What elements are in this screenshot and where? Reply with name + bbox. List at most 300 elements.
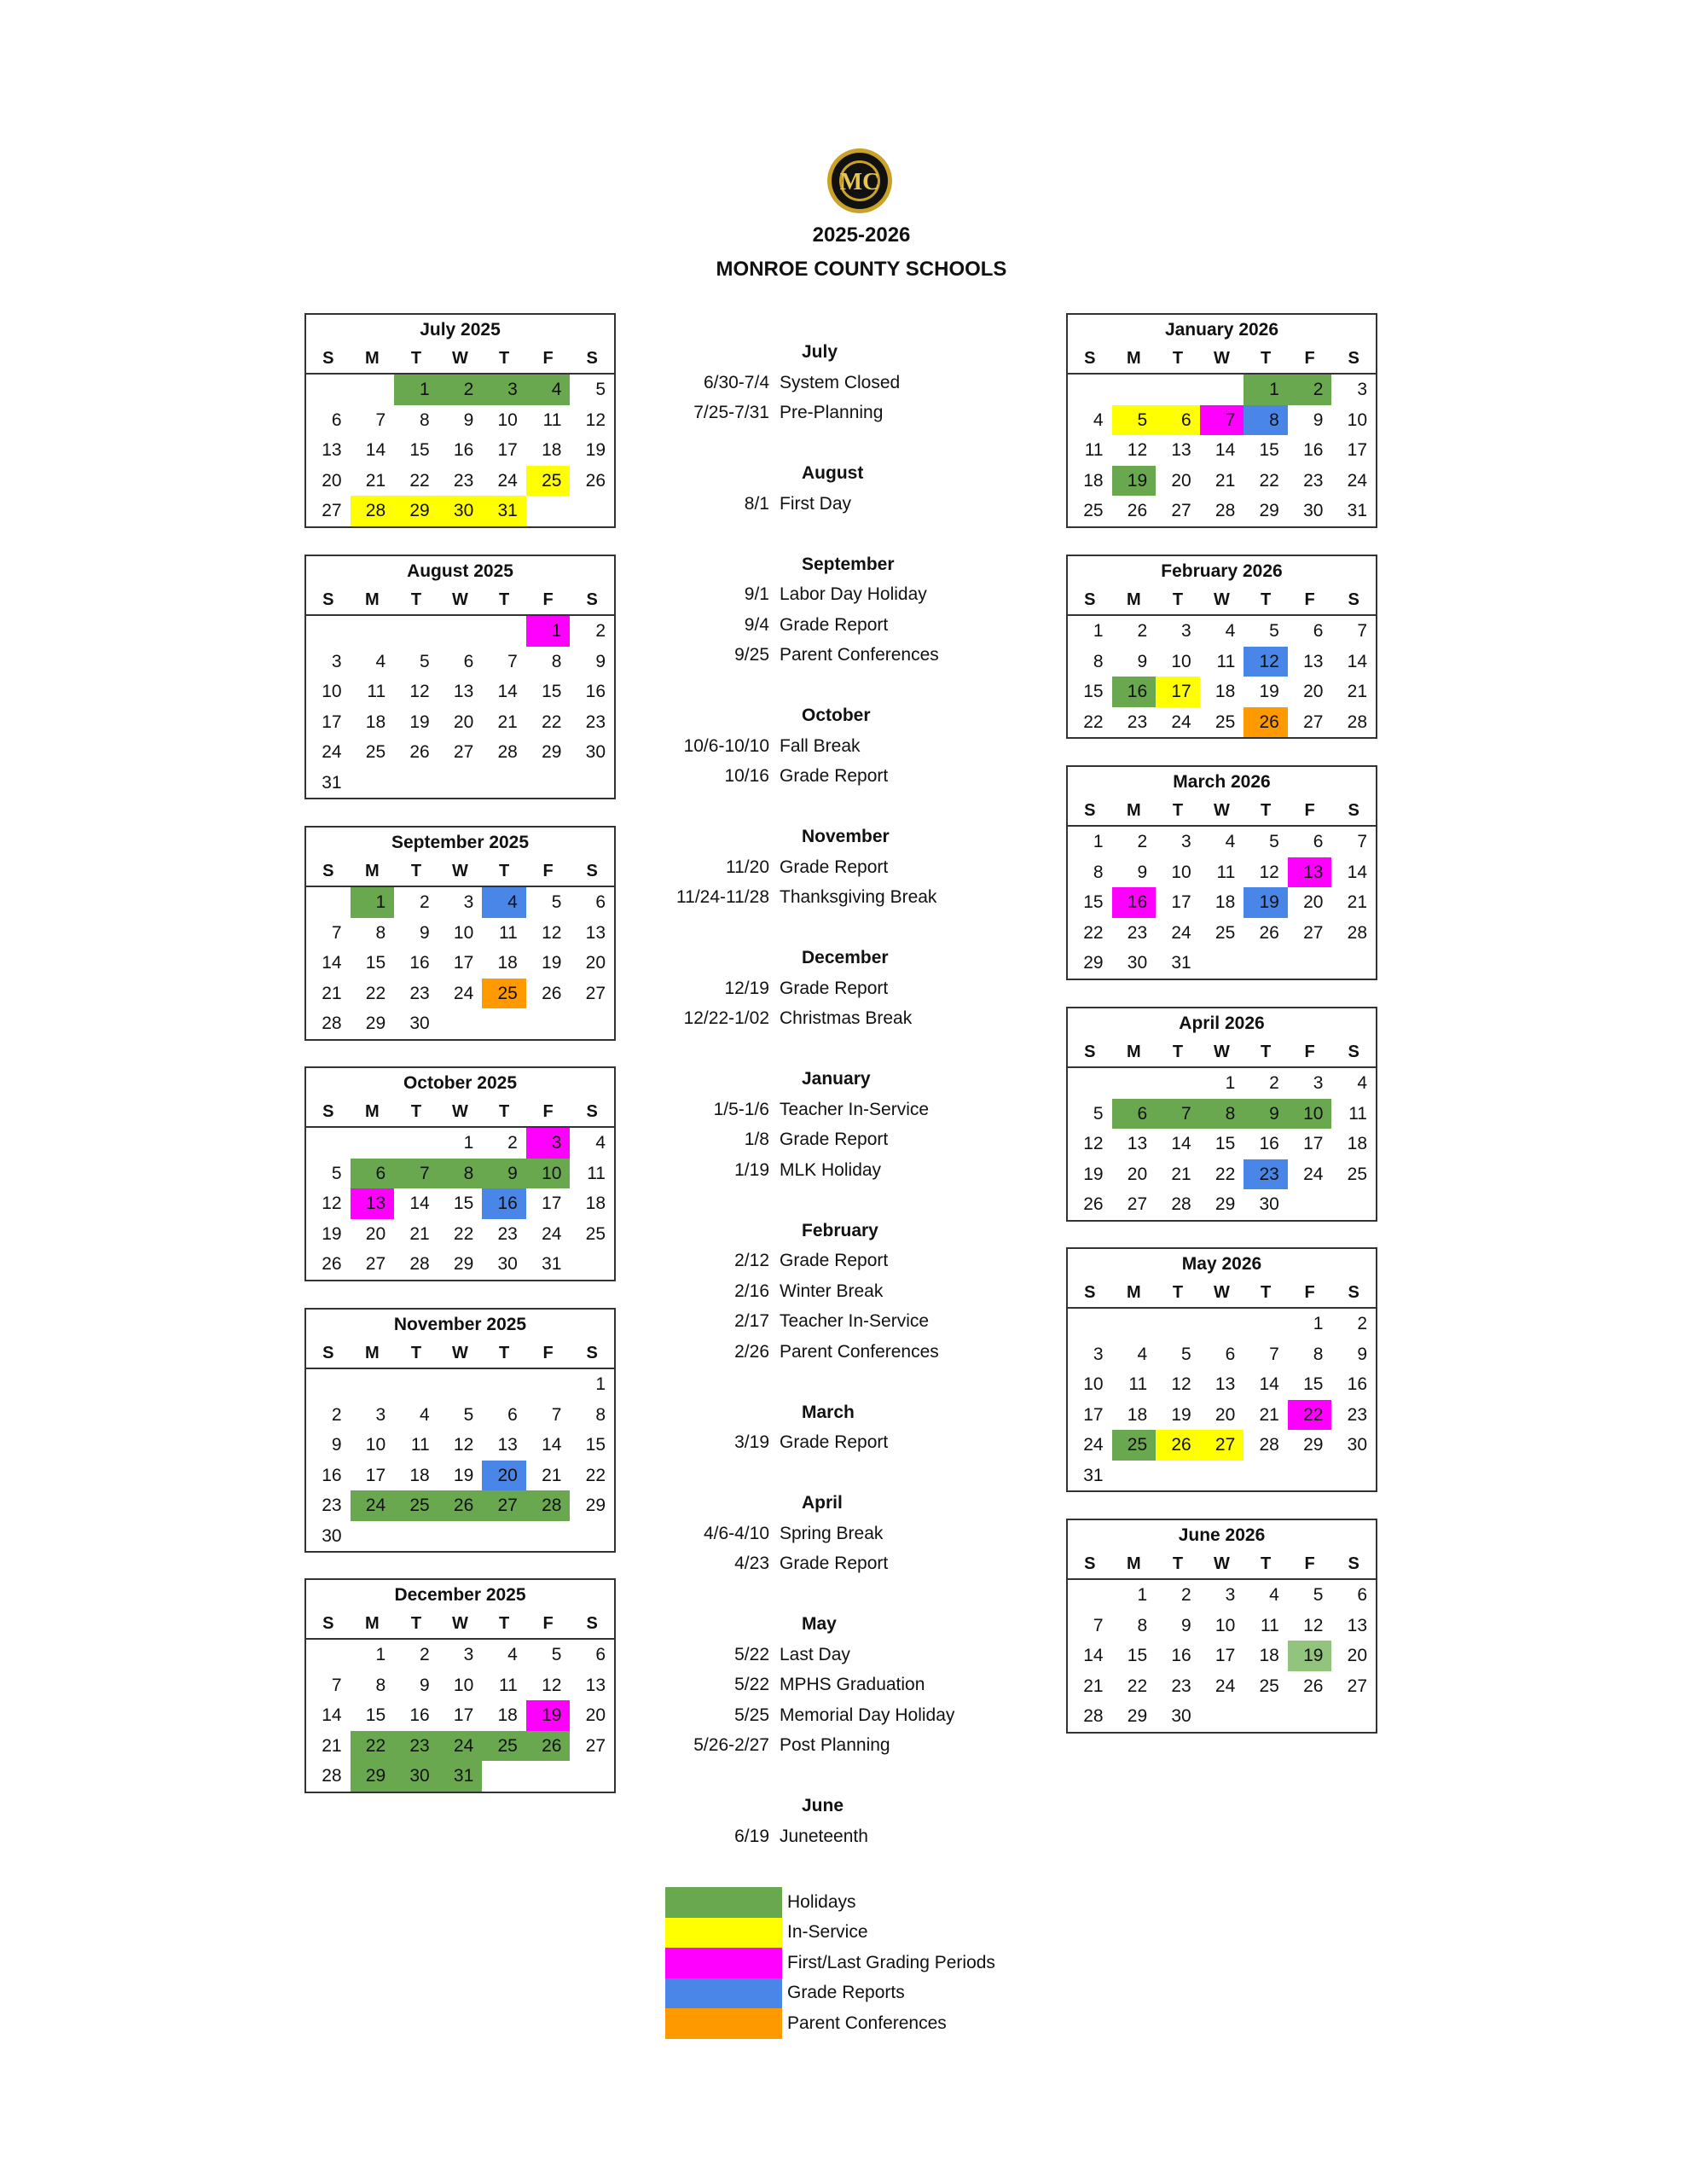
event-row [597,1548,1126,1579]
day-cell: 12 [1303,1615,1324,1635]
empty-cell [482,1369,526,1400]
day-cell: 1 [1093,621,1104,641]
weekday-label: F [526,1097,571,1128]
day-cell: 10 [526,1159,571,1189]
day-cell: 8 [1200,1099,1244,1130]
day-cell: 16 [322,1465,342,1485]
day-cell: 22 [1083,922,1104,943]
legend-item [665,2008,995,2039]
day-cell: 13 [1171,440,1191,460]
day-cell: 11 [499,922,518,943]
day-cell: 27 [453,742,474,762]
day-cell: 19 [526,1700,571,1731]
day-cell: 11 [542,410,562,430]
day-cell: 28 [1215,501,1236,520]
event-date: 10/16 [724,766,769,786]
day-cell: 18 [1259,1646,1279,1665]
empty-cell [1200,1309,1244,1339]
day-cell: 17 [1215,1646,1236,1665]
day-cell: 3 [1181,832,1191,851]
event-date: 7/25-7/31 [693,403,769,422]
month-title: September 2025 [391,833,530,852]
day-cell: 21 [1083,1676,1104,1696]
day-cell: 2 [1137,621,1148,641]
day-cell: 10 [365,1435,386,1455]
day-cell: 8 [595,1404,606,1425]
weekday-label: F [526,344,571,375]
day-cell: 18 [1347,1134,1367,1153]
day-cell: 23 [1303,470,1324,491]
event-date: 11/24-11/28 [676,887,769,907]
weekday-label: S [570,1609,614,1640]
color-legend [665,1887,995,2039]
weekday-label: S [1331,796,1376,827]
day-cell: 23 [1244,1159,1288,1190]
day-cell: 6 [1225,1344,1236,1364]
day-cell: 24 [1171,712,1191,732]
day-cell: 16 [1112,677,1157,707]
event-row [597,1276,1126,1307]
weekday-label: S [570,1097,614,1128]
day-cell: 30 [438,496,483,526]
day-cell: 18 [1215,892,1236,912]
day-cell: 22 [542,712,562,732]
empty-cell [570,1521,614,1552]
day-cell: 4 [507,1645,518,1664]
day-cell: 20 [482,1461,526,1491]
empty-cell [351,616,395,647]
day-cell: 24 [438,1731,483,1762]
day-cell: 2 [438,375,483,405]
day-cell: 17 [497,440,518,460]
weekday-label: W [1200,1549,1244,1580]
weekday-label: W [438,1097,483,1128]
day-cell: 23 [322,1496,342,1515]
empty-cell [351,1369,395,1400]
day-cell: 3 [1313,1073,1324,1093]
empty-cell [438,1521,483,1552]
empty-cell [526,496,571,526]
event-month-group [597,1216,1126,1368]
event-name: Grade Report [780,1130,889,1149]
day-cell: 8 [420,410,430,430]
month-title: January 2026 [1164,320,1279,340]
day-cell: 22 [365,983,386,1003]
day-cell: 25 [1347,1164,1367,1184]
day-cell: 14 [1215,440,1236,460]
day-cell: 3 [1357,380,1367,399]
events-list [597,337,1126,1882]
empty-cell [1331,1189,1376,1220]
day-cell: 10 [1288,1099,1332,1130]
event-name: MLK Holiday [780,1159,882,1180]
event-row [597,1730,1126,1761]
weekday-label: T [394,585,438,616]
empty-cell [1288,1189,1332,1220]
day-cell: 27 [1303,712,1324,732]
day-cell: 6 [595,1645,606,1664]
empty-cell [1200,1701,1244,1732]
weekday-label: T [394,1609,438,1640]
event-name: Grade Report [780,614,889,635]
day-cell: 27 [1200,1430,1244,1461]
day-cell: 28 [1171,1194,1191,1214]
day-cell: 13 [585,922,606,943]
weekday-label: T [482,585,526,616]
event-row [597,1670,1126,1700]
day-cell: 6 [1156,405,1200,436]
day-cell: 2 [1181,1585,1191,1605]
event-month-group [597,337,1126,428]
empty-cell [1244,1701,1288,1732]
day-cell: 29 [394,496,438,526]
weekday-label: W [1200,344,1244,375]
legend-label: Grade Reports [787,1983,905,2003]
weekday-label: F [1288,1549,1332,1580]
event-month-group [597,1488,1126,1579]
event-name: Parent Conferences [780,1341,939,1362]
day-cell: 25 [1215,922,1236,943]
legend-label: In-Service [787,1922,868,1943]
day-cell: 14 [497,682,518,701]
legend-item [665,1948,995,1978]
day-cell: 21 [497,712,518,732]
weekday-label: M [351,1097,395,1128]
day-cell: 25 [1112,1430,1157,1461]
day-cell: 7 [331,922,342,943]
event-name: Grade Report [780,1432,889,1452]
day-cell: 6 [595,892,606,912]
event-row [597,1640,1126,1670]
day-cell: 2 [331,1404,342,1425]
day-cell: 21 [322,1735,342,1756]
day-cell: 19 [322,1223,342,1244]
weekday-label: M [1112,344,1157,375]
event-row [597,489,1126,520]
day-cell: 24 [1303,1164,1324,1184]
event-month-heading: February [802,1220,878,1240]
day-cell: 3 [375,1404,386,1425]
event-month-heading: April [802,1493,843,1513]
weekday-label: S [306,585,351,616]
day-cell: 20 [1171,470,1191,491]
event-date: 1/19 [734,1159,769,1180]
weekday-label: F [1288,796,1332,827]
day-cell: 25 [482,1731,526,1762]
day-cell: 8 [1093,651,1104,671]
empty-cell [438,1008,483,1039]
month-grid [1068,796,1376,979]
day-cell: 20 [585,953,606,973]
event-date: 5/25 [734,1705,769,1725]
day-cell: 29 [365,1014,386,1033]
event-name: Christmas Break [780,1008,913,1028]
empty-cell [570,496,614,526]
empty-cell [1068,1309,1112,1339]
day-cell: 9 [482,1159,526,1189]
weekday-label: F [1288,1037,1332,1068]
day-cell: 29 [453,1254,474,1274]
weekday-label: T [1244,1278,1288,1309]
day-cell: 20 [1127,1164,1148,1184]
event-month-group [597,1397,1126,1458]
day-cell: 6 [1357,1585,1367,1605]
day-cell: 13 [585,1675,606,1695]
day-cell: 14 [1347,651,1367,671]
day-cell: 10 [453,1675,474,1695]
event-date: 6/30-7/4 [703,372,769,392]
weekday-label: S [1068,1037,1112,1068]
day-cell: 4 [1357,1073,1367,1093]
event-row [597,1427,1126,1458]
weekday-label: M [351,344,395,375]
day-cell: 1 [463,1133,474,1153]
day-cell: 9 [1313,410,1324,430]
event-date: 2/12 [734,1251,769,1270]
event-date: 5/22 [734,1675,769,1694]
event-date: 12/19 [724,978,769,998]
day-cell: 25 [1259,1676,1279,1696]
weekday-label: S [1331,1037,1376,1068]
empty-cell [1244,1461,1288,1491]
empty-cell [394,1521,438,1552]
day-cell: 30 [1171,1706,1191,1726]
day-cell: 2 [1137,832,1148,851]
day-cell: 28 [1259,1435,1279,1455]
weekday-label: S [1068,1549,1112,1580]
event-name: Labor Day Holiday [780,584,927,604]
empty-cell [394,768,438,799]
day-cell: 22 [1259,470,1279,491]
event-row [597,1003,1126,1034]
day-cell: 29 [1303,1435,1324,1455]
empty-cell [1156,1068,1200,1099]
day-cell: 12 [1259,862,1279,882]
month-calendar [304,1578,616,1793]
day-cell: 9 [420,1675,430,1695]
day-cell: 17 [1347,440,1367,460]
day-cell: 17 [322,712,342,732]
day-cell: 10 [497,410,518,430]
day-cell: 21 [409,1223,430,1244]
day-cell: 23 [1171,1676,1191,1696]
district-title: MONROE COUNTY SCHOOLS [716,258,1007,281]
day-cell: 15 [365,953,386,973]
month-title: August 2025 [407,561,513,581]
day-cell: 14 [1259,1374,1279,1394]
day-cell: 1 [1244,375,1288,405]
weekday-label: S [570,344,614,375]
day-cell: 7 [375,410,386,430]
empty-cell [306,887,351,918]
event-row [597,1155,1126,1186]
empty-cell [1156,1309,1200,1339]
day-cell: 15 [453,1194,474,1213]
day-cell: 20 [585,1705,606,1725]
empty-cell [482,1761,526,1792]
event-row [597,761,1126,792]
day-cell: 24 [1347,470,1367,491]
school-seal-logo [826,147,894,215]
event-name: System Closed [780,372,901,392]
day-cell: 18 [1083,470,1104,491]
empty-cell [1112,1068,1157,1099]
day-cell: 16 [1259,1134,1279,1153]
day-cell: 29 [585,1496,606,1515]
day-cell: 4 [420,1404,430,1425]
event-name: Grade Report [780,766,889,786]
month-calendar [1066,1007,1377,1222]
weekday-label: W [1200,1037,1244,1068]
empty-cell [1331,1461,1376,1491]
event-name: Pre-Planning [780,403,884,422]
day-cell: 20 [322,470,342,491]
day-cell: 22 [1127,1676,1148,1696]
day-cell: 5 [1093,1103,1104,1124]
empty-cell [306,616,351,647]
day-cell: 9 [420,922,430,943]
day-cell: 10 [1347,410,1367,430]
day-cell: 18 [585,1194,606,1213]
event-row [597,610,1126,641]
weekday-label: S [1068,344,1112,375]
event-month-group [597,1791,1126,1851]
day-cell: 31 [438,1761,483,1792]
day-cell: 4 [1225,832,1236,851]
day-cell: 3 [331,651,342,671]
weekday-label: T [1244,1037,1288,1068]
day-cell: 23 [1127,712,1148,732]
empty-cell [1288,1461,1332,1491]
event-date: 9/25 [734,645,769,665]
day-cell: 1 [1225,1073,1236,1093]
event-name: Juneteenth [780,1826,868,1846]
day-cell: 23 [1347,1404,1367,1425]
day-cell: 9 [595,651,606,671]
day-cell: 31 [1083,1465,1104,1485]
legend-swatch [665,1887,782,1918]
day-cell: 2 [507,1133,518,1153]
day-cell: 12 [585,410,606,430]
empty-cell [351,375,395,405]
day-cell: 18 [365,712,386,732]
month-calendar [1066,765,1377,980]
day-cell: 3 [526,1128,571,1159]
day-cell: 12 [453,1435,474,1455]
day-cell: 31 [542,1254,562,1274]
day-cell: 29 [1127,1706,1148,1726]
event-date: 2/26 [734,1341,769,1362]
empty-cell [482,1521,526,1552]
weekday-label: S [306,857,351,887]
day-cell: 6 [331,410,342,430]
day-cell: 5 [595,380,606,399]
event-month-heading: September [802,554,895,574]
day-cell: 2 [420,892,430,912]
day-cell: 11 [1084,440,1104,460]
day-cell: 26 [409,742,430,762]
day-cell: 25 [526,466,571,497]
weekday-label: T [1244,1549,1288,1580]
day-cell: 27 [365,1254,386,1274]
event-row [597,1306,1126,1337]
day-cell: 10 [1083,1374,1104,1394]
day-cell: 30 [497,1254,518,1274]
event-name: Post Planning [780,1735,890,1755]
day-cell: 16 [409,1705,430,1725]
weekday-label: T [1156,1278,1200,1309]
month-calendar [1066,555,1377,739]
event-name: Grade Report [780,1251,889,1270]
event-row [597,852,1126,883]
day-cell: 29 [1259,501,1279,520]
event-date: 1/8 [744,1130,769,1149]
weekday-label: T [394,344,438,375]
day-cell: 7 [1269,1344,1279,1364]
weekday-label: T [394,857,438,887]
day-cell: 19 [1244,887,1288,918]
event-month-heading: October [802,706,871,725]
legend-swatch [665,1918,782,1949]
day-cell: 10 [322,682,342,701]
day-cell: 14 [1347,862,1367,882]
day-cell: 1 [1093,832,1104,851]
day-cell: 21 [322,983,342,1003]
day-cell: 28 [409,1254,430,1274]
day-cell: 1 [526,616,571,647]
day-cell: 22 [1288,1400,1332,1431]
empty-cell [1331,948,1376,979]
day-cell: 8 [438,1159,483,1189]
day-cell: 8 [1244,405,1288,436]
month-title: October 2025 [403,1073,518,1093]
weekday-label: W [1200,796,1244,827]
day-cell: 25 [394,1490,438,1521]
weekday-label: M [351,857,395,887]
day-cell: 13 [351,1188,395,1219]
day-cell: 27 [1171,501,1191,520]
day-cell: 27 [482,1490,526,1521]
day-cell: 17 [1156,677,1200,707]
empty-cell [1200,948,1244,979]
month-calendar [1066,1247,1377,1492]
event-month-heading: March [802,1402,855,1422]
day-cell: 28 [526,1490,571,1521]
day-cell: 30 [1127,953,1148,973]
event-month-group [597,549,1126,671]
empty-cell [1112,375,1157,405]
empty-cell [306,375,351,405]
event-row [597,1095,1126,1125]
event-date: 1/5-1/6 [713,1099,769,1119]
day-cell: 31 [1171,953,1191,973]
empty-cell [526,1008,571,1039]
month-grid [306,1339,614,1551]
day-cell: 22 [453,1223,474,1244]
day-cell: 24 [1171,922,1191,943]
day-cell: 5 [1313,1585,1324,1605]
month-title: April 2026 [1179,1014,1265,1033]
day-cell: 14 [365,440,386,460]
weekday-label: T [1244,796,1288,827]
day-cell: 26 [1156,1430,1200,1461]
day-cell: 6 [507,1404,518,1425]
day-cell: 15 [1215,1134,1236,1153]
day-cell: 17 [1171,892,1191,912]
day-cell: 15 [365,1705,386,1725]
weekday-label: M [351,1339,395,1369]
day-cell: 30 [585,742,606,762]
